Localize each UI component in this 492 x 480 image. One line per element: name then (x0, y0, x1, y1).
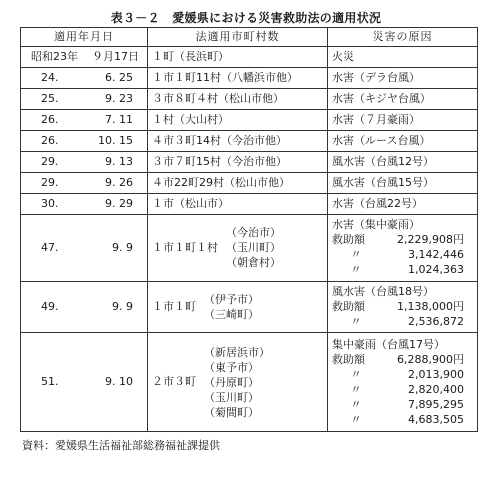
date (25, 71, 143, 85)
cause-cell: 水害（デラ台風） (328, 67, 478, 88)
area-count: ２市３町 (152, 375, 196, 389)
month-day-text: 9. 10 (105, 375, 133, 389)
date (25, 92, 143, 106)
cause-cell: 風水害（台風15号） (328, 172, 478, 193)
disaster-relief-table (20, 27, 478, 432)
month-day-text: 9. 13 (105, 154, 133, 168)
area-cell: ４市３町14村（今治市他） (148, 130, 328, 151)
place-name: （玉川町） (204, 390, 259, 404)
ditto-mark: 〃 (350, 263, 362, 277)
relief-amount: 7,895,295 (408, 397, 464, 411)
relief-amount: 1,138,000円 (397, 300, 464, 314)
ditto-mark: 〃 (350, 367, 362, 381)
date (25, 197, 143, 211)
cause-title: 集中豪雨（台風17号） (332, 337, 445, 351)
relief-amount: 3,142,446 (408, 248, 464, 262)
table-row (21, 88, 478, 109)
cause-title: 風水害（台風18号） (332, 285, 434, 299)
date-cell (21, 281, 148, 332)
date (25, 134, 143, 148)
place-name: （今治市） (226, 226, 281, 240)
cause-cell (328, 214, 478, 281)
table-row (21, 67, 478, 88)
table-row (21, 193, 478, 214)
place-name: （東予市） (204, 360, 259, 374)
relief-amount-row (332, 367, 473, 382)
area-count: １市１町１村 (152, 240, 218, 254)
month-day-text: 9. 9 (112, 300, 133, 314)
cause-cell: 水害（７月豪雨） (328, 109, 478, 130)
source-note: 資料：愛媛県生活福祉部総務福祉課提供 (22, 439, 220, 452)
place-list (226, 225, 281, 270)
ditto-mark: 〃 (350, 315, 362, 329)
relief-amount: 2,013,900 (408, 367, 464, 381)
area-count: １市１町 (152, 300, 196, 314)
cause-cell: 火災 (328, 47, 478, 68)
area-cell (148, 214, 328, 281)
year-text: 24. (41, 70, 59, 84)
place-name: （新居浜市） (204, 345, 270, 359)
relief-amount-row (332, 382, 473, 397)
table-row (21, 109, 478, 130)
table-row (21, 172, 478, 193)
area-cell: ３市８町４村（松山市他） (148, 88, 328, 109)
area-cell: ３市７町15村（今治市他） (148, 151, 328, 172)
date (25, 176, 143, 190)
cause-cell: 水害（キジヤ台風） (328, 88, 478, 109)
ditto-mark: 〃 (350, 382, 362, 396)
place-name: （菊間町） (204, 405, 259, 419)
table-row (21, 281, 478, 332)
year-text: 昭和23年 (31, 49, 78, 63)
relief-amount: 2,536,872 (408, 315, 464, 329)
ditto-mark: 〃 (350, 412, 362, 426)
relief-amount-row (332, 299, 473, 314)
place-name: （伊予市） (204, 293, 259, 307)
area-cell: １市１町11村（八幡浜市他） (148, 67, 328, 88)
date-cell (21, 88, 148, 109)
relief-amount: 2,820,400 (408, 382, 464, 396)
relief-amount: 2,229,908円 (397, 233, 464, 247)
cause-title: 水害（集中豪雨） (332, 218, 420, 232)
table-row (21, 151, 478, 172)
cause-cell: 風水害（台風12号） (328, 151, 478, 172)
area-cell: ４市22町29村（松山市他） (148, 172, 328, 193)
relief-label: 救助額 (332, 352, 365, 366)
month-day-text: 9. 23 (105, 91, 133, 105)
month-day-text: 7. 11 (105, 112, 133, 126)
relief-amount: 4,683,505 (408, 412, 464, 426)
year-text: 47. (41, 240, 59, 254)
cause-cell (328, 333, 478, 432)
year-text: 26. (41, 133, 59, 147)
year-text: 26. (41, 112, 59, 126)
date (25, 375, 143, 389)
date (25, 50, 143, 64)
area-group (152, 345, 323, 420)
year-text: 49. (41, 300, 59, 314)
place-name: （玉川町） (226, 241, 281, 255)
place-name: （丹原町） (204, 375, 259, 389)
month-day-text: 10. 15 (98, 133, 133, 147)
relief-label: 救助額 (332, 300, 365, 314)
ditto-mark: 〃 (350, 248, 362, 262)
month-day-text: 6. 25 (105, 70, 133, 84)
relief-amount-row (332, 397, 473, 412)
place-name: （朝倉村） (226, 256, 281, 270)
cause-cell: 水害（台風22号） (328, 193, 478, 214)
date-cell (21, 214, 148, 281)
date-cell (21, 109, 148, 130)
year-text: 29. (41, 154, 59, 168)
date-cell (21, 47, 148, 68)
header-date: 適用年月日 (21, 28, 148, 47)
area-cell: １町（長浜町） (148, 47, 328, 68)
table-caption: 表３－２ 愛媛県における災害救助法の適用状況 (110, 11, 382, 25)
table-row (21, 130, 478, 151)
place-list (204, 292, 259, 322)
table-row (21, 333, 478, 432)
relief-amount-row (332, 232, 473, 247)
date (25, 113, 143, 127)
date-cell (21, 172, 148, 193)
month-day-text: 9. 29 (105, 196, 133, 210)
table-row (21, 214, 478, 281)
relief-amount: 6,288,900円 (397, 352, 464, 366)
month-day-text: 9. 26 (105, 175, 133, 189)
cause-cell (328, 281, 478, 332)
table-row (21, 47, 478, 68)
date-cell (21, 151, 148, 172)
header-cause: 災害の原因 (328, 28, 478, 47)
relief-amount: 1,024,363 (408, 263, 464, 277)
relief-amount-row (332, 352, 473, 367)
cause-cell: 水害（ルース台風） (328, 130, 478, 151)
relief-label: 救助額 (332, 233, 365, 247)
year-text: 29. (41, 175, 59, 189)
ditto-mark: 〃 (350, 397, 362, 411)
month-day-text: ９月17日 (92, 49, 139, 63)
area-cell: １市（松山市） (148, 193, 328, 214)
date-cell (21, 67, 148, 88)
header-area: 法適用市町村数 (148, 28, 328, 47)
area-cell (148, 333, 328, 432)
date (25, 300, 143, 314)
date (25, 155, 143, 169)
table-body (21, 47, 478, 432)
month-day-text: 9. 9 (112, 240, 133, 254)
relief-amount-row (332, 412, 473, 427)
relief-amount-row (332, 262, 473, 277)
date (25, 241, 143, 255)
area-group (152, 225, 323, 270)
area-cell: １村（大山村） (148, 109, 328, 130)
area-cell (148, 281, 328, 332)
relief-amount-row (332, 247, 473, 262)
year-text: 30. (41, 196, 59, 210)
place-name: （三崎町） (204, 308, 259, 322)
relief-amount-row (332, 314, 473, 329)
year-text: 25. (41, 91, 59, 105)
header-row (21, 28, 478, 47)
place-list (204, 345, 270, 420)
date-cell (21, 333, 148, 432)
date-cell (21, 130, 148, 151)
area-group (152, 292, 323, 322)
date-cell (21, 193, 148, 214)
year-text: 51. (41, 375, 59, 389)
